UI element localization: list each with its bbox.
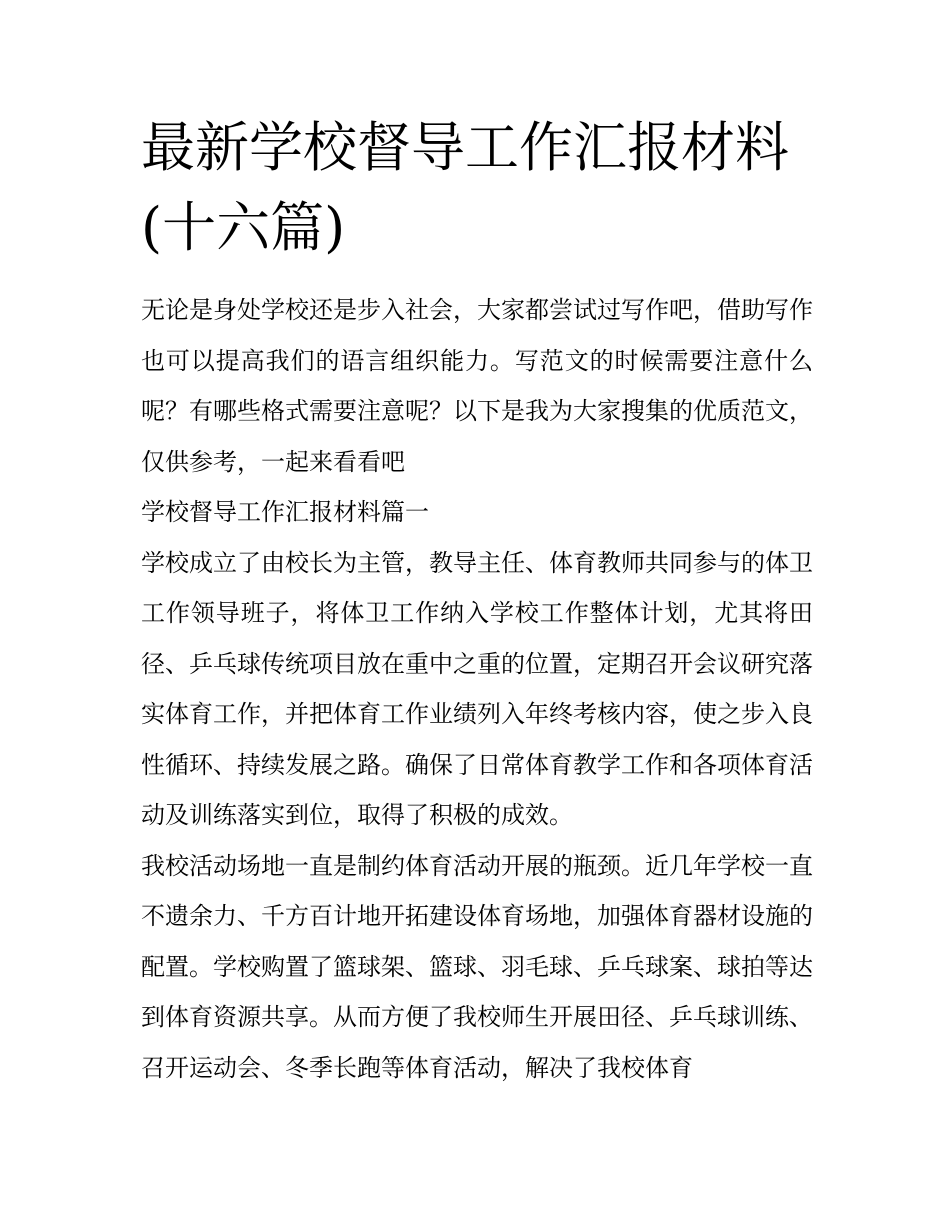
body-paragraph-2: 我校活动场地一直是制约体育活动开展的瓶颈。近几年学校一直不遗余力、千方百计地开拓建设体育场地，加强体育器材设施的配置。学校购置了篮球架、篮球、羽毛球、乒乓球案、球拍等达到体育资源共享。从而方便了我校师生开展田径、乒乓球训练、召开运动会、冬季长跑等体育活动，解决了我校体育	[141, 851, 813, 1082]
document-title: 最新学校督导工作汇报材料(十六篇)	[141, 116, 789, 259]
document-page	[141, 108, 813, 1093]
body-paragraph-1: 学校成立了由校长为主管，教导主任、体育教师共同参与的体卫工作领导班子，将体卫工作纳入学校工作整体计划，尤其将田径、乒乓球传统项目放在重中之重的位置，定期召开会议研究落实体育工作，并把体育工作业绩列入年终考核内容，使之步入良性循环、持续发展之路。确保了日常体育教学工作和各项体育活动及训练落实到位，取得了积极的成效。	[141, 548, 813, 829]
section-heading: 学校督导工作汇报材料篇一	[141, 498, 429, 526]
intro-paragraph: 无论是身处学校还是步入社会，大家都尝试过写作吧，借助写作也可以提高我们的语言组织能力。写范文的时候需要注意什么呢？有哪些格式需要注意呢？以下是我为大家搜集的优质范文，仅供参考，一起来看看吧	[141, 296, 813, 476]
